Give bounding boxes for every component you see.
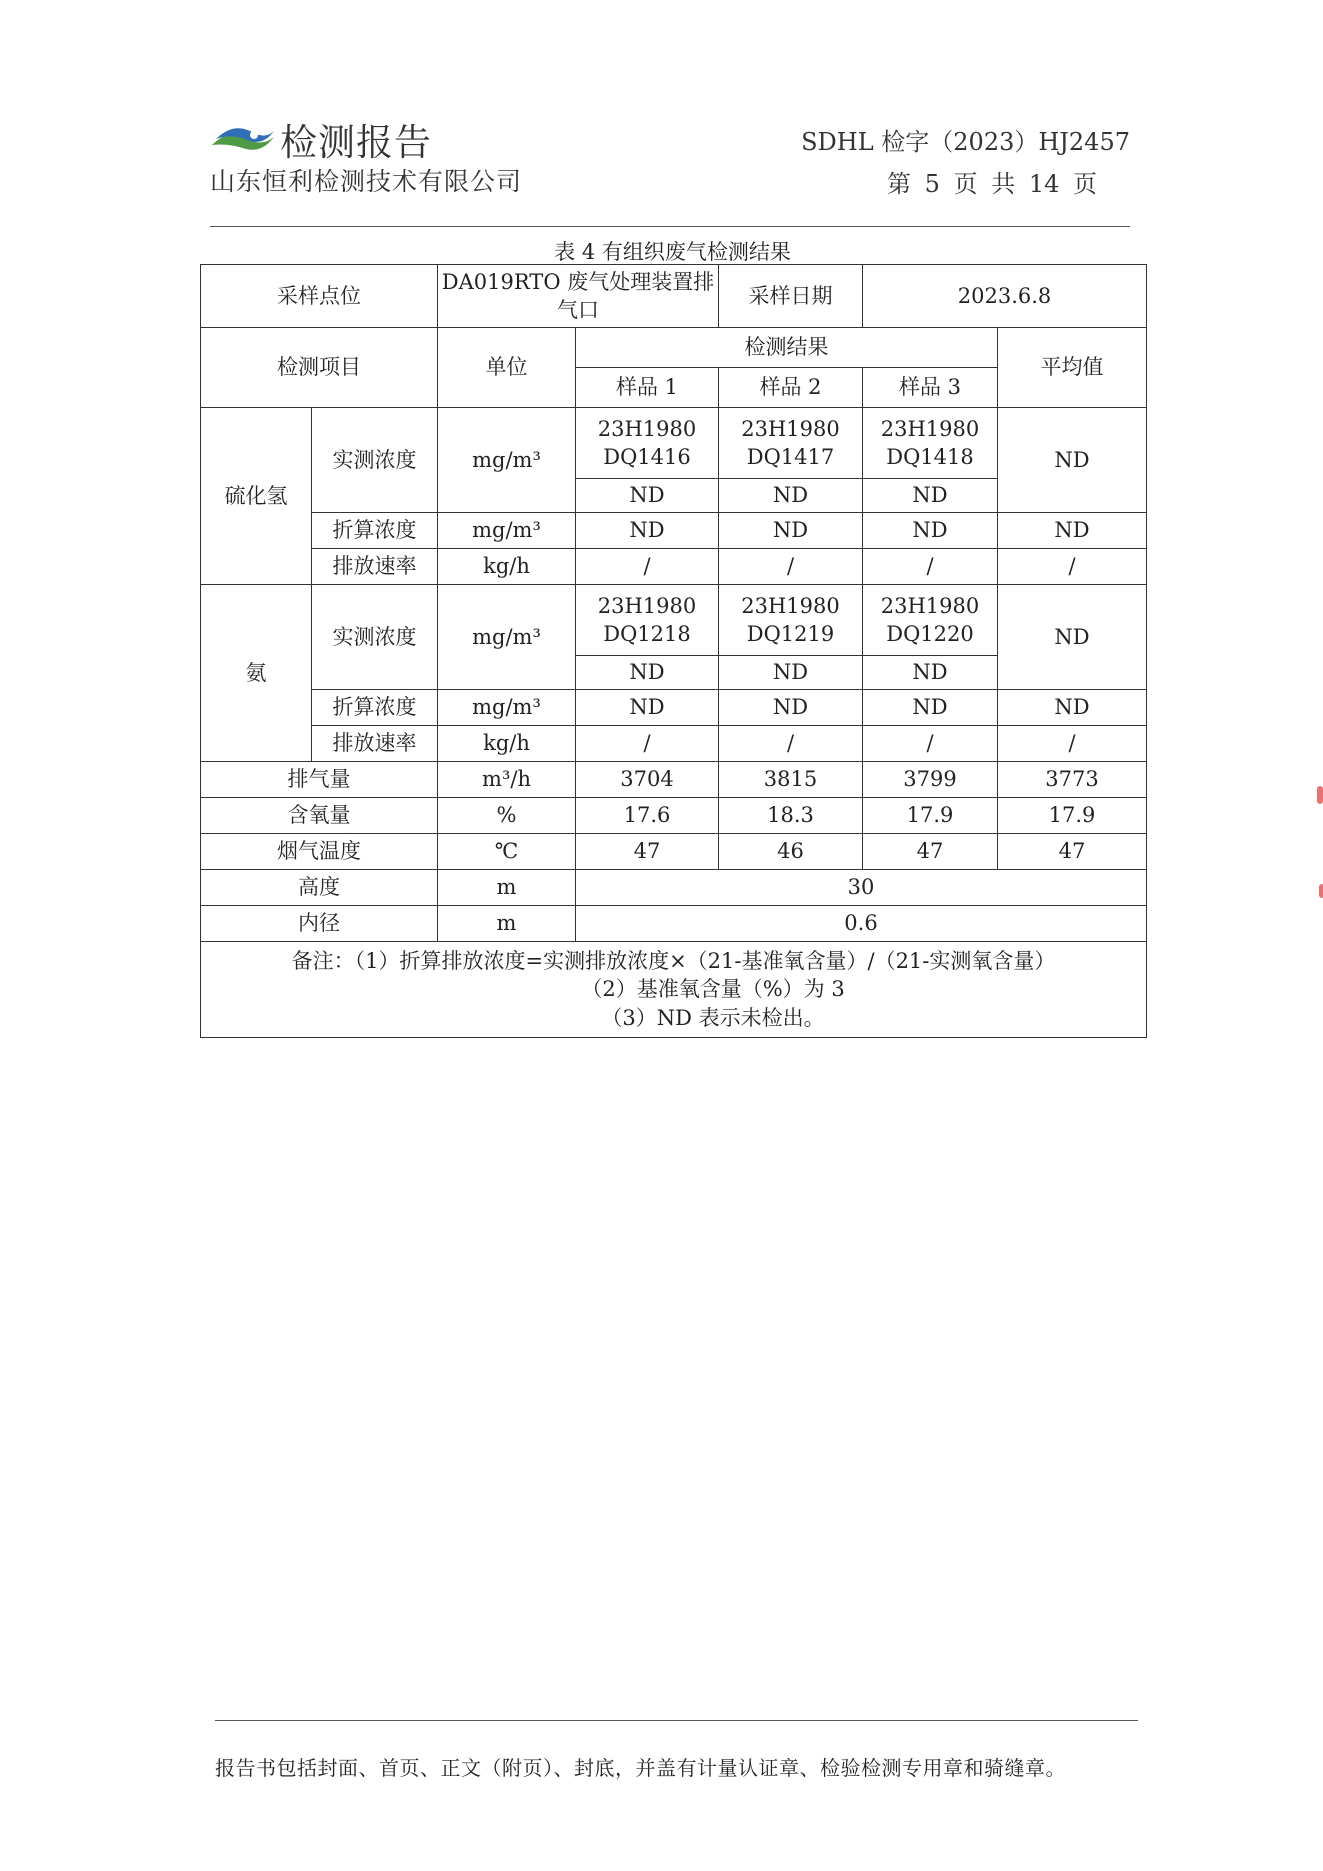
average-cell: / — [998, 549, 1147, 585]
page-indicator: 第 5 页 共 14 页 — [887, 170, 1097, 198]
value-cell: ND — [576, 656, 719, 690]
table-row — [201, 585, 1147, 656]
table-row — [201, 906, 1147, 942]
measured-label: 实测浓度 — [312, 585, 438, 690]
value-cell: 47 — [863, 834, 998, 870]
unit-cell: m³/h — [438, 762, 576, 798]
unit-cell: % — [438, 798, 576, 834]
value-cell: / — [863, 549, 998, 585]
value-cell: ND — [863, 479, 998, 513]
value-cell: / — [719, 726, 863, 762]
unit-cell: mg/m³ — [438, 513, 576, 549]
row-label: 内径 — [201, 906, 438, 942]
unit-cell: mg/m³ — [438, 690, 576, 726]
header-sample-2: 样品 2 — [719, 368, 863, 408]
value-cell: ND — [863, 513, 998, 549]
merged-value-cell: 0.6 — [576, 906, 1147, 942]
table-row — [201, 513, 1147, 549]
sample-code: 23H1980 DQ1218 — [576, 585, 719, 656]
sample-code: 23H1980 DQ1416 — [576, 408, 719, 479]
table-row — [201, 762, 1147, 798]
company-name: 山东恒利检测技术有限公司 — [210, 167, 523, 196]
value-cell: 47 — [576, 834, 719, 870]
sample-code: 23H1980 DQ1417 — [719, 408, 863, 479]
unit-cell: kg/h — [438, 726, 576, 762]
value-cell: ND — [719, 479, 863, 513]
sampling-point-label: 采样点位 — [201, 265, 438, 328]
table-row — [201, 549, 1147, 585]
value-cell: ND — [719, 690, 863, 726]
unit-cell: kg/h — [438, 549, 576, 585]
table-row — [201, 328, 1147, 368]
value-cell: ND — [719, 513, 863, 549]
value-cell: 17.9 — [863, 798, 998, 834]
table-row — [201, 834, 1147, 870]
row-label: 含氧量 — [201, 798, 438, 834]
company-logo — [210, 112, 432, 166]
group-name: 硫化氢 — [201, 408, 312, 585]
table-row — [201, 265, 1147, 328]
seam-stamp-fragment — [1319, 884, 1323, 898]
value-cell: ND — [576, 513, 719, 549]
value-cell: / — [576, 726, 719, 762]
value-cell: ND — [863, 656, 998, 690]
header-item: 检测项目 — [201, 328, 438, 408]
unit-cell: m — [438, 870, 576, 906]
measured-label: 实测浓度 — [312, 408, 438, 513]
average-cell: ND — [998, 690, 1147, 726]
sample-code: 23H1980 DQ1220 — [863, 585, 998, 656]
value-cell: 3704 — [576, 762, 719, 798]
value-cell: 46 — [719, 834, 863, 870]
sampling-date-value: 2023.6.8 — [863, 265, 1147, 328]
converted-label: 折算浓度 — [312, 690, 438, 726]
merged-value-cell: 30 — [576, 870, 1147, 906]
results-table — [200, 264, 1147, 1038]
report-title: 检测报告 — [280, 121, 432, 164]
rate-label: 排放速率 — [312, 549, 438, 585]
row-label: 高度 — [201, 870, 438, 906]
header-sample-1: 样品 1 — [576, 368, 719, 408]
table-row — [201, 408, 1147, 479]
value-cell: 3815 — [719, 762, 863, 798]
header-sample-3: 样品 3 — [863, 368, 998, 408]
value-cell: ND — [576, 690, 719, 726]
notes-cell — [201, 942, 1147, 1038]
table-row — [201, 690, 1147, 726]
header-divider — [210, 226, 1130, 227]
sampling-date-label: 采样日期 — [719, 265, 863, 328]
header-unit: 单位 — [438, 328, 576, 408]
average-cell: ND — [998, 513, 1147, 549]
rate-label: 排放速率 — [312, 726, 438, 762]
report-number: SDHL 检字（2023）HJ2457 — [801, 128, 1130, 156]
unit-cell: mg/m³ — [438, 585, 576, 690]
sample-code: 23H1980 DQ1219 — [719, 585, 863, 656]
value-cell: 17.6 — [576, 798, 719, 834]
note-line: （3）ND 表示未检出。 — [601, 1005, 825, 1030]
value-cell: / — [863, 726, 998, 762]
header-result: 检测结果 — [576, 328, 998, 368]
logo-mark-icon — [210, 119, 276, 159]
table-row — [201, 726, 1147, 762]
footer-note: 报告书包括封面、首页、正文（附页）、封底，并盖有计量认证章、检验检测专用章和骑缝章。 — [215, 1756, 1066, 1780]
sample-code: 23H1980 DQ1418 — [863, 408, 998, 479]
value-cell: ND — [863, 690, 998, 726]
unit-cell: m — [438, 906, 576, 942]
notes-row — [201, 942, 1147, 1038]
average-cell: 47 — [998, 834, 1147, 870]
value-cell: / — [719, 549, 863, 585]
footer-divider — [215, 1720, 1138, 1721]
average-cell: 17.9 — [998, 798, 1147, 834]
group-name: 氨 — [201, 585, 312, 762]
value-cell: 18.3 — [719, 798, 863, 834]
seam-stamp-fragment — [1317, 786, 1323, 804]
table-row — [201, 798, 1147, 834]
value-cell: / — [576, 549, 719, 585]
unit-cell: ℃ — [438, 834, 576, 870]
average-cell: / — [998, 726, 1147, 762]
average-cell: ND — [998, 408, 1147, 513]
value-cell: ND — [719, 656, 863, 690]
unit-cell: mg/m³ — [438, 408, 576, 513]
value-cell: ND — [576, 479, 719, 513]
table-row — [201, 870, 1147, 906]
note-line: 备注：（1）折算排放浓度=实测排放浓度×（21-基准氧含量）/（21-实测氧含量） — [291, 948, 1056, 973]
converted-label: 折算浓度 — [312, 513, 438, 549]
row-label: 烟气温度 — [201, 834, 438, 870]
average-cell: ND — [998, 585, 1147, 690]
header-average: 平均值 — [998, 328, 1147, 408]
row-label: 排气量 — [201, 762, 438, 798]
sampling-point-value: DA019RTO 废气处理装置排气口 — [438, 265, 719, 328]
value-cell: 3799 — [863, 762, 998, 798]
table-caption: 表 4 有组织废气检测结果 — [554, 240, 791, 264]
average-cell: 3773 — [998, 762, 1147, 798]
note-line: （2）基准氧含量（%）为 3 — [581, 977, 845, 1002]
